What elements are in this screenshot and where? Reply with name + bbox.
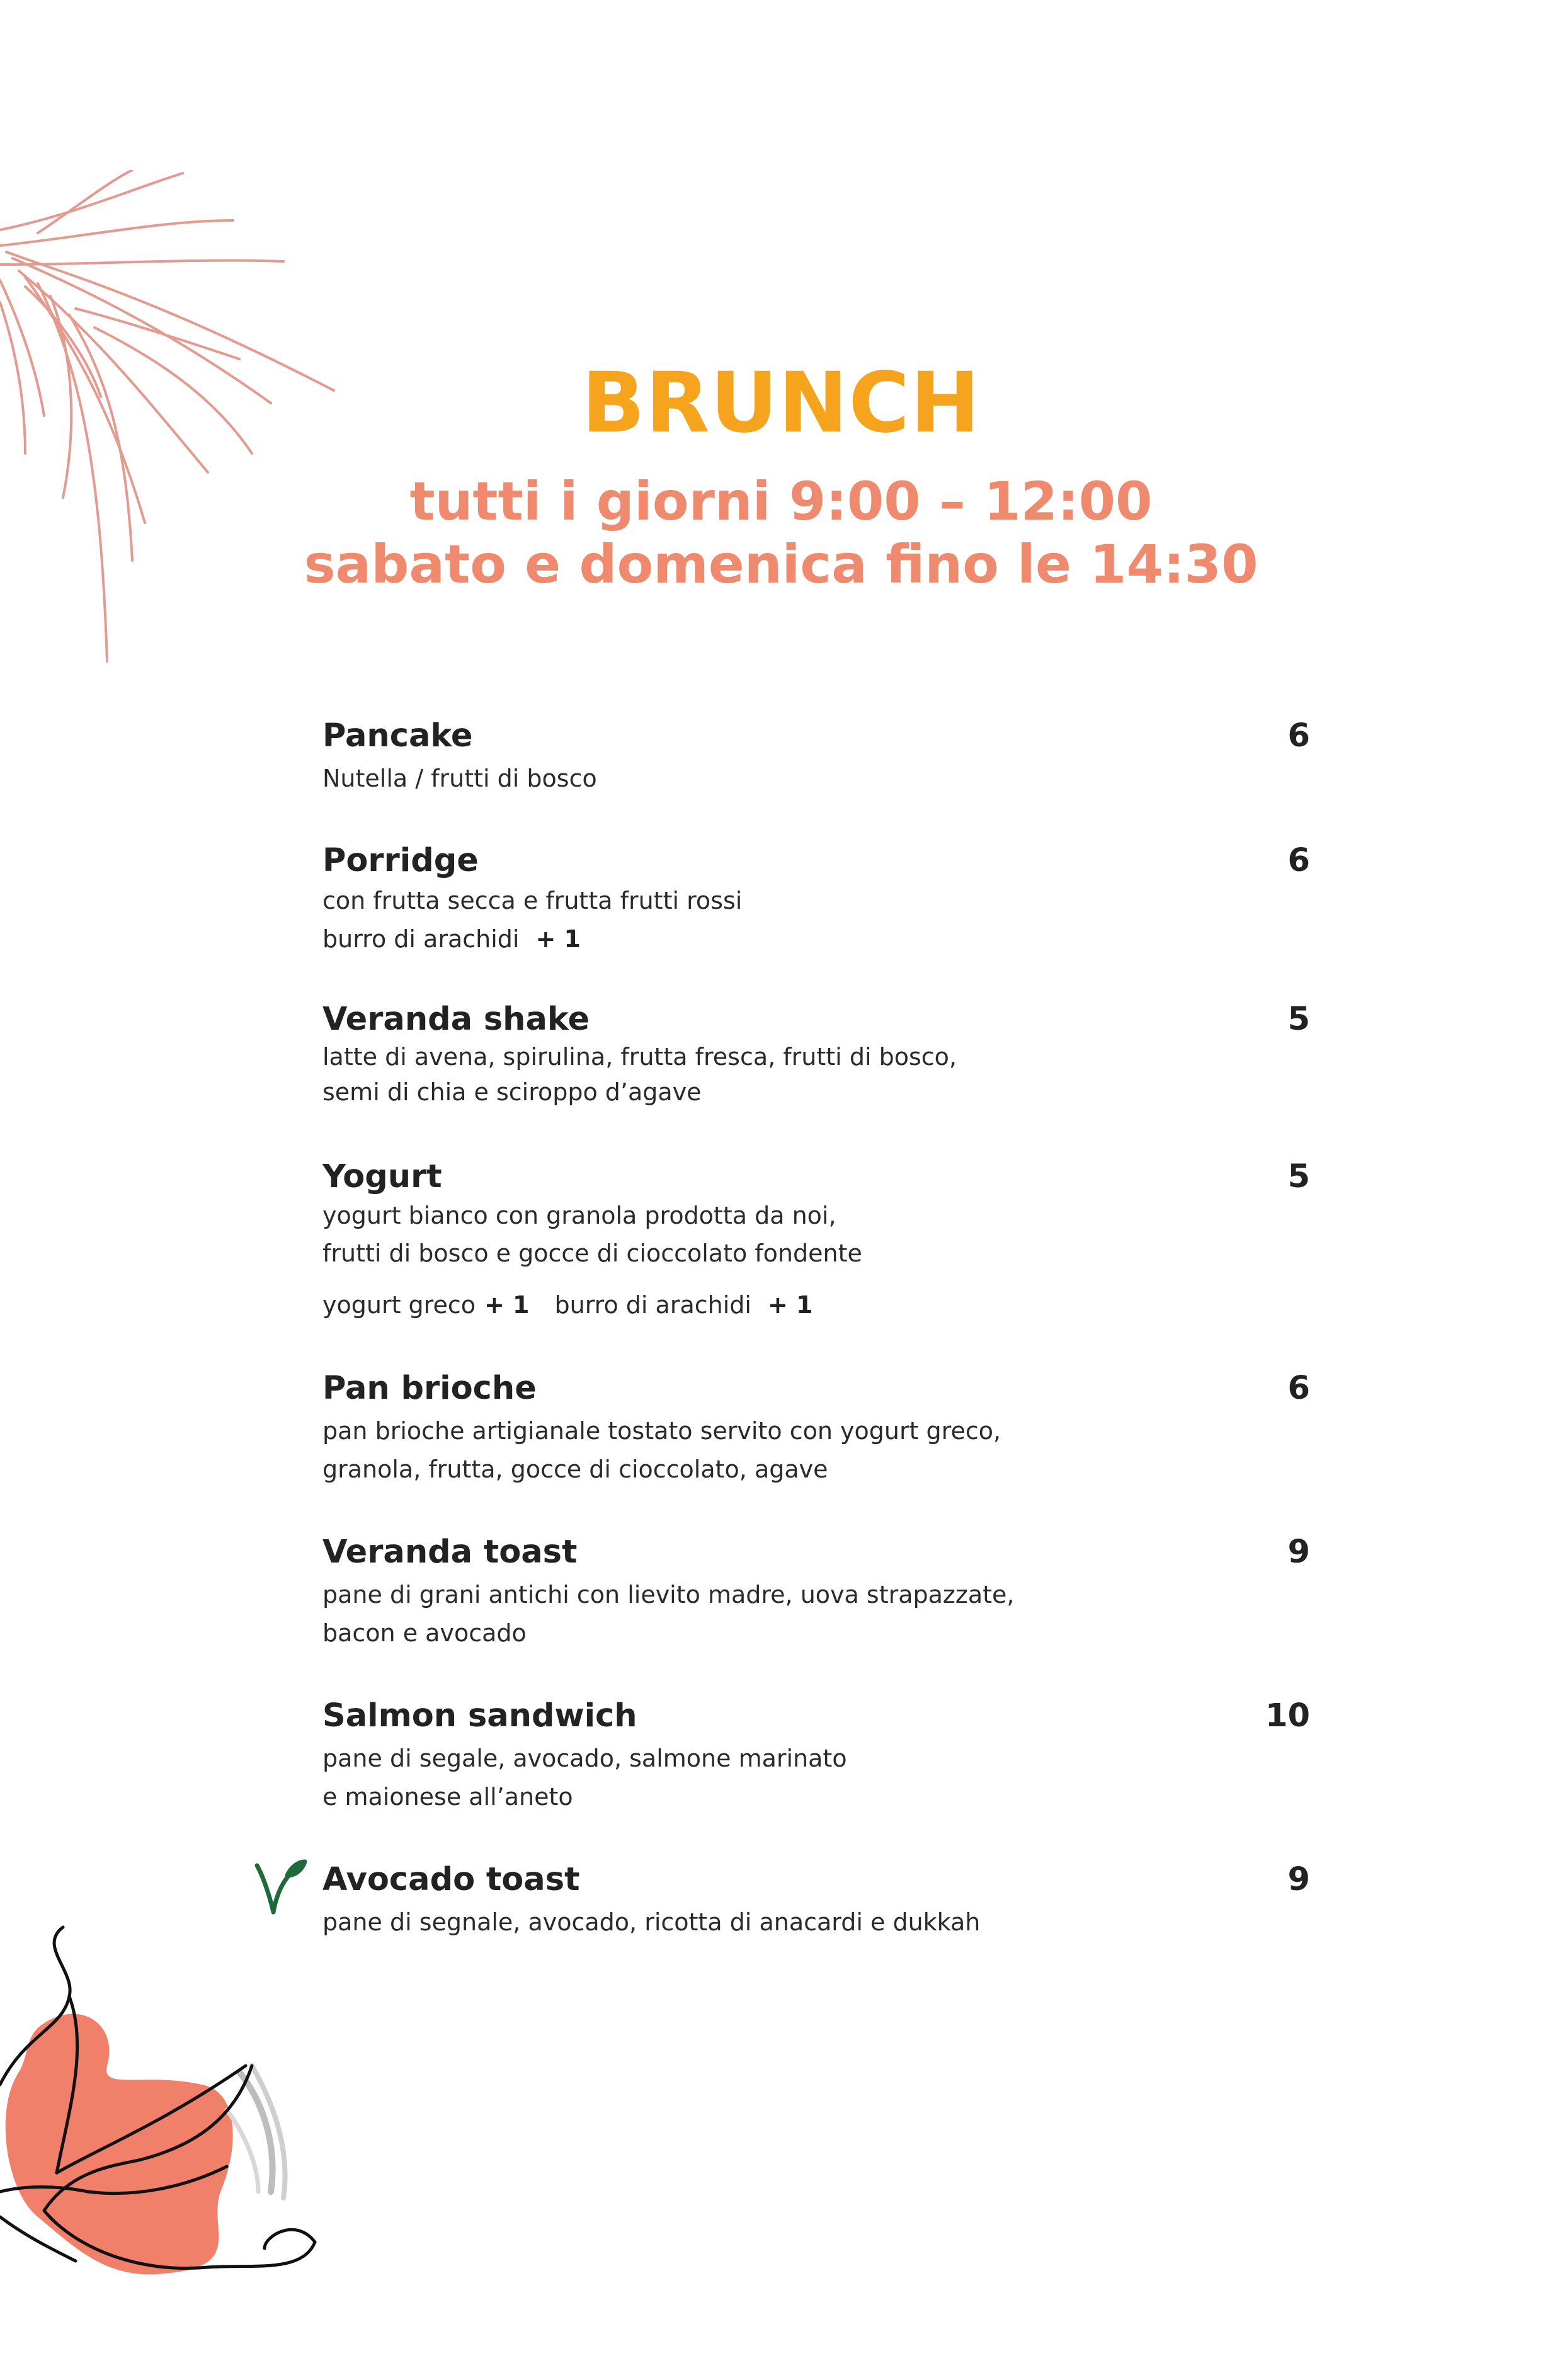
item-name: Avocado toast (322, 1861, 580, 1898)
item-description: granola, frutta, gocce di cioccolato, agave (322, 1455, 828, 1483)
item-description: latte di avena, spirulina, frutta fresca, frutti di bosco, (322, 1043, 957, 1071)
item-description: pan brioche artigianale tostato servito con yogurt greco, (322, 1417, 1001, 1445)
item-price: 6 (1287, 842, 1310, 879)
item-description: pane di segale, avocado, salmone marinato (322, 1745, 847, 1772)
vegan-leaf-icon (254, 1858, 307, 1915)
item-description: pane di grani antichi con lievito madre, uova strapazzate, (322, 1581, 1015, 1608)
item-addons (322, 1286, 1310, 1324)
menu-item-veranda-toast (322, 1532, 1310, 1653)
menu-item-avocado-toast (322, 1859, 1310, 1942)
menu-item-pan-brioche (322, 1368, 1310, 1489)
item-name: Porridge (322, 842, 479, 879)
menu-item-salmon-sandwich (322, 1695, 1310, 1816)
addon-label: burro di arachidi (554, 1291, 751, 1319)
addon-price: + 1 (484, 1291, 530, 1319)
item-description: e maionese all’aneto (322, 1783, 573, 1811)
menu-item-yogurt (322, 1156, 1310, 1324)
addon-label: yogurt greco (322, 1291, 476, 1319)
menu-item-veranda-shake (322, 999, 1310, 1110)
item-name: Yogurt (322, 1158, 442, 1195)
item-price: 6 (1287, 1370, 1310, 1407)
addon-price: + 1 (535, 925, 581, 953)
item-price: 9 (1287, 1534, 1310, 1571)
hours-weekend: sabato e domenica fino le 14:30 (304, 533, 1258, 595)
page-title: BRUNCH (581, 355, 981, 452)
item-description: bacon e avocado (322, 1619, 527, 1647)
item-price: 6 (1287, 717, 1310, 754)
addon-price: + 1 (767, 1291, 813, 1319)
item-description: Nutella / frutti di bosco (322, 765, 597, 792)
item-name: Pancake (322, 717, 473, 754)
item-price: 10 (1265, 1697, 1310, 1734)
item-description: pane di segnale, avocado, ricotta di anacardi e dukkah (322, 1908, 981, 1936)
item-description: semi di chia e sciroppo d’agave (322, 1078, 702, 1106)
menu-item-pancake (322, 715, 1310, 798)
item-description: con frutta secca e frutta frutti rossi (322, 887, 743, 914)
item-description: yogurt bianco con granola prodotta da noi, (322, 1202, 836, 1229)
item-price: 5 (1287, 1001, 1310, 1038)
item-price: 5 (1287, 1158, 1310, 1195)
item-name: Veranda toast (322, 1534, 578, 1571)
item-name: Salmon sandwich (322, 1697, 637, 1734)
hours-weekdays: tutti i giorni 9:00 – 12:00 (409, 470, 1153, 532)
addon-label: burro di arachidi (322, 925, 520, 953)
item-name: Pan brioche (322, 1370, 537, 1407)
item-price: 9 (1287, 1861, 1310, 1898)
menu-item-porridge (322, 840, 1310, 959)
item-addon (322, 920, 1310, 959)
item-name: Veranda shake (322, 1001, 590, 1038)
item-description: frutti di bosco e gocce di cioccolato fondente (322, 1239, 862, 1267)
